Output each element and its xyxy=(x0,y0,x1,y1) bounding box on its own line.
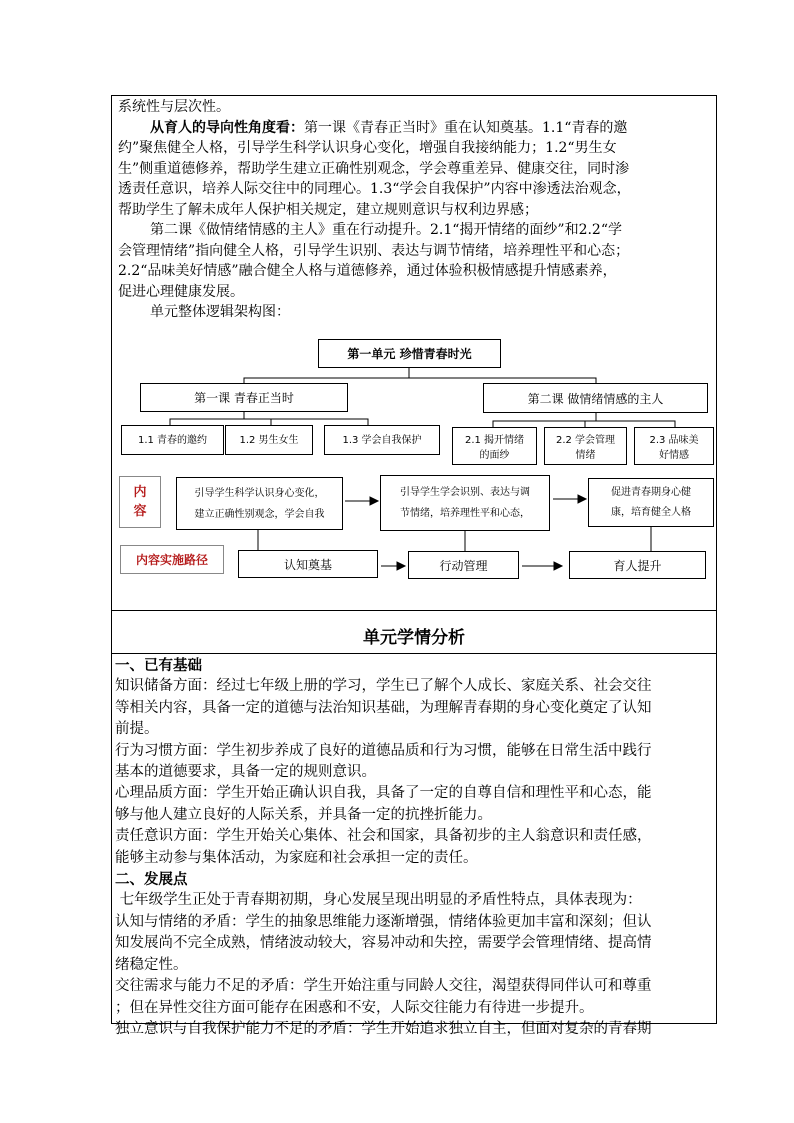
topic-label: 的面纱 xyxy=(479,450,510,461)
topic-1-2-box xyxy=(225,425,313,455)
lesson1-box xyxy=(140,383,348,412)
content-text: 引导学生科学认识身心变化， xyxy=(194,487,325,499)
analysis-text xyxy=(115,655,709,1040)
text-line: 知发展尚不完全成熟，情绪波动较大，容易冲动和失控，需要学会管理情绪、提高情 xyxy=(115,935,652,952)
text-line: ；但在异性交往方面可能存在困惑和不安，人际交往能力有待进一步提升。 xyxy=(115,999,594,1016)
text-line: 单元整体逻辑架构图： xyxy=(150,304,290,320)
path2-box xyxy=(408,551,519,579)
path-label-box xyxy=(120,545,224,574)
heading-development: 二、发展点 xyxy=(115,871,188,889)
text-line: 透责任意识，培养人际交往中的同理心。1.3“学会自我保护”内容中渗透法治观念， xyxy=(118,181,631,197)
topic-2-2-box xyxy=(544,427,627,465)
text-line: 前提。 xyxy=(115,721,159,738)
text-line: 促进心理健康发展。 xyxy=(118,283,244,300)
text-line: 系统性与层次性。 xyxy=(118,99,230,115)
content3-box xyxy=(588,478,714,527)
text-line: 帮助学生了解未成年人保护相关规定，建立规则意识与权利边界感； xyxy=(118,201,538,218)
text-line: 2.2“品味美好情感”融合健全人格与道德修养，通过体验积极情感提升情感素养， xyxy=(118,263,617,279)
lesson2-box xyxy=(483,383,708,413)
topic-label: 2.3 品味美 xyxy=(649,435,699,446)
text-line: 第二课《做情绪情感的主人》重在行动提升。2.1“揭开情绪的面纱”和2.2“学 xyxy=(150,222,622,238)
topic-label: 2.1 揭开情绪 xyxy=(464,435,525,446)
topic-label: 2.2 学会管理 xyxy=(555,435,616,446)
topic-label: 1.2 男生女生 xyxy=(239,434,299,446)
content1-box xyxy=(176,477,343,530)
path-step: 育人提升 xyxy=(613,558,662,573)
text-line: 生”侧重道德修养，帮助学生建立正确性别观念，学会尊重差异、健康交往，同时渗 xyxy=(118,160,630,177)
unit-title-box xyxy=(318,339,501,368)
text-line: 认知与情绪的矛盾：学生的抽象思维能力逐渐增强，情绪体验更加丰富和深刻；但认 xyxy=(115,913,652,930)
lesson1-title: 第一课 青春正当时 xyxy=(194,391,294,405)
section-title: 单元学情分析 xyxy=(363,628,465,648)
path-step: 行动管理 xyxy=(439,558,488,573)
content2-box xyxy=(380,475,550,531)
path1-box xyxy=(238,550,378,578)
topic-2-1-box xyxy=(452,427,537,465)
text-line: 责任意识方面：学生开始关心集体、社会和国家，具备初步的主人翁意识和责任感， xyxy=(115,828,652,845)
text-line: 交往需求与能力不足的矛盾：学生开始注重与同龄人交往，渴望获得同伴认可和尊重 xyxy=(115,978,652,995)
topic-label: 情绪 xyxy=(575,450,596,461)
text-line: 够与他人建立良好的人际关系，并具备一定的抗挫折能力。 xyxy=(115,806,492,823)
text-line: 知识储备方面：经过七年级上册的学习，学生已了解个人成长、家庭关系、社会交往 xyxy=(115,678,652,695)
path3-box xyxy=(569,551,706,579)
topic-label: 好情感 xyxy=(659,450,689,461)
text-line: 会管理情绪”指向健全人格，引导学生识别、表达与调节情绪，培养理性平和心态； xyxy=(118,242,630,259)
content-label-box xyxy=(119,476,161,528)
text-line: 等相关内容，具备一定的道德与法治知识基础，为理解青春期的身心变化奠定了认知 xyxy=(115,699,652,716)
text-line: 基本的道德要求，具备一定的规则意识。 xyxy=(115,764,376,781)
lesson2-title: 第二课 做情绪情感的主人 xyxy=(527,391,664,406)
content-text: 引导学生学会识别、表达与调 xyxy=(400,487,530,498)
content-label: 容 xyxy=(133,504,147,519)
content-text: 节情绪，培养理性平和心态， xyxy=(400,508,530,519)
text-line: 绪稳定性。 xyxy=(115,956,188,973)
text-line: 行为习惯方面：学生初步养成了良好的道德品质和行为习惯，能够在日常生活中践行 xyxy=(115,742,652,759)
text-line: 七年级学生正处于青春期初期，身心发展呈现出明显的矛盾性特点，具体表现为： xyxy=(115,892,642,909)
bold-lead: 从育人的导向性角度看： xyxy=(150,119,304,136)
path-label: 内容实施路径 xyxy=(135,553,208,567)
topic-1-3-box xyxy=(324,425,440,455)
content-text: 建立正确性别观念，学会自我 xyxy=(194,508,325,520)
path-step: 认知奠基 xyxy=(283,557,332,572)
topic-2-3-box xyxy=(634,427,714,465)
text-line: 能够主动参与集体活动，为家庭和社会承担一定的责任。 xyxy=(115,849,478,866)
topic-label: 1.1 青春的邀约 xyxy=(137,434,208,446)
content-text: 康，培育健全人格 xyxy=(611,506,691,518)
content-text: 促进青春期身心健 xyxy=(611,486,691,498)
heading-foundation: 一、已有基础 xyxy=(115,657,202,674)
text-line: 约”聚焦健全人格，引导学生科学认识身心变化，增强自我接纳能力；1.2“男生女 xyxy=(118,140,617,156)
content-label: 内 xyxy=(133,485,147,500)
text-line: 心理品质方面：学生开始正确认识自我，具备了一定的自尊自信和理性平和心态，能 xyxy=(115,785,652,802)
unit-title: 第一单元 珍惜青春时光 xyxy=(347,347,472,361)
topic-label: 1.3 学会自我保护 xyxy=(342,434,422,446)
topic-1-1-box xyxy=(121,425,224,455)
text-span: 第一课《青春正当时》重在认知奠基。1.1“青春的邀 xyxy=(304,119,628,136)
text-line: 独立意识与自我保护能力不足的矛盾：学生开始追求独立自主，但面对复杂的青春期 xyxy=(115,1020,652,1037)
